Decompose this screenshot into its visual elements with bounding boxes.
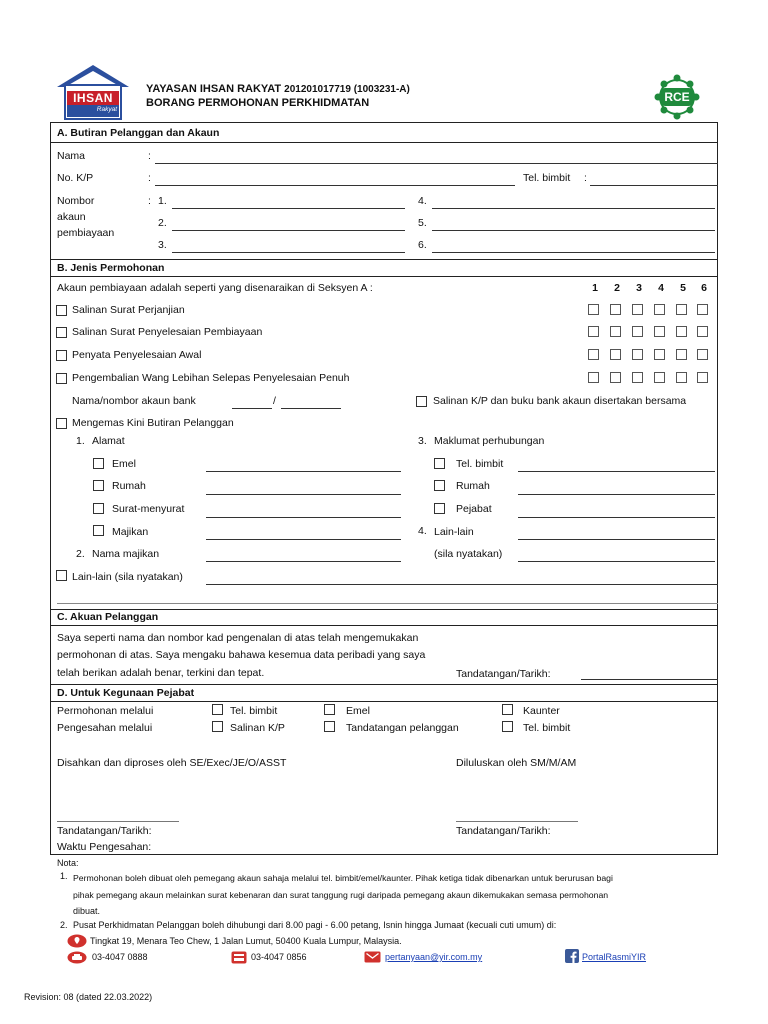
checkbox-item-2[interactable] <box>56 327 67 338</box>
acc-num: 2. <box>158 217 167 229</box>
telbimbit-label: Tel. bimbit <box>523 172 571 184</box>
account-checkbox[interactable] <box>632 349 643 360</box>
ihsan-logo <box>55 63 131 121</box>
account-checkbox[interactable] <box>632 304 643 315</box>
account-checkbox[interactable] <box>676 372 687 383</box>
akuan-sign-label: Tandatangan/Tarikh: <box>456 668 551 680</box>
d-option: Kaunter <box>523 705 560 717</box>
checkbox-bank-copy[interactable] <box>416 396 427 407</box>
divider <box>50 276 718 277</box>
col-number: 1 <box>592 282 598 294</box>
note-1-line-3: dibuat. <box>73 906 101 916</box>
acc-field-4[interactable] <box>432 208 715 209</box>
checkbox-item-1[interactable] <box>56 305 67 316</box>
acc-field-3[interactable] <box>172 252 405 253</box>
account-checkbox[interactable] <box>676 326 687 337</box>
checkbox-item-4[interactable] <box>56 373 67 384</box>
account-checkbox[interactable] <box>610 372 621 383</box>
divider <box>50 684 718 685</box>
phone-icon <box>67 951 87 964</box>
d-option: Tel. bimbit <box>230 705 278 717</box>
maklumat-item: Pejabat <box>456 503 492 515</box>
other-field-1[interactable] <box>206 584 718 585</box>
sila-label: (sila nyatakan) <box>434 548 503 560</box>
sign-field-left[interactable] <box>57 821 179 822</box>
other-field-2[interactable] <box>57 603 718 604</box>
item-label: Pengembalian Wang Lebihan Selepas Penyelesaian Penuh <box>72 372 350 384</box>
d-option: Salinan K/P <box>230 722 285 734</box>
note-1-line-2: pihak pemegang akaun melainkan surat kebenaran dan surat tanggung rugi daripada pemegang akaun dikemukakan semasa permohonan <box>73 890 609 900</box>
checkbox-surat[interactable] <box>93 503 104 514</box>
nama-majikan-field[interactable] <box>206 561 401 562</box>
alamat-item: Surat-menyurat <box>112 503 185 515</box>
col-number: 4 <box>658 282 664 294</box>
account-checkbox[interactable] <box>676 349 687 360</box>
permohonan-label: Permohonan melalui <box>57 705 154 717</box>
location-icon <box>67 934 87 948</box>
account-checkbox[interactable] <box>697 372 708 383</box>
telbimbit-contact-field[interactable] <box>518 471 715 472</box>
lainlain-num: 4. <box>418 525 427 537</box>
item-label: Salinan Surat Penyelesaian Pembiayaan <box>72 326 263 338</box>
checkbox-majikan[interactable] <box>93 525 104 536</box>
acc-field-5[interactable] <box>432 230 715 231</box>
checkbox-d-kaunter[interactable] <box>502 704 513 715</box>
checkbox-d-tandatangan[interactable] <box>324 721 335 732</box>
checkbox-d-telbimbit[interactable] <box>212 704 223 715</box>
account-checkbox[interactable] <box>654 349 665 360</box>
lainlain-field-2[interactable] <box>518 561 715 562</box>
checkbox-rumah-contact[interactable] <box>434 480 445 491</box>
notes-title: Nota: <box>57 858 79 868</box>
sign-field-right[interactable] <box>456 821 578 822</box>
account-checkbox[interactable] <box>654 304 665 315</box>
maklumat-item: Tel. bimbit <box>456 458 504 470</box>
col-number: 5 <box>680 282 686 294</box>
rumah-field[interactable] <box>206 494 401 495</box>
nama-label: Nama <box>57 150 86 162</box>
bank-label: Nama/nombor akaun bank <box>72 395 196 407</box>
surat-field[interactable] <box>206 517 401 518</box>
col-number: 6 <box>701 282 707 294</box>
acc-field-2[interactable] <box>172 230 405 231</box>
lainlain-field-1[interactable] <box>518 539 715 540</box>
waktu-label: Waktu Pengesahan: <box>57 841 152 853</box>
account-checkbox[interactable] <box>632 372 643 383</box>
acc-num: 3. <box>158 239 167 251</box>
other-label: Lain-lain (sila nyatakan) <box>72 571 183 583</box>
account-checkbox[interactable] <box>697 304 708 315</box>
colon: : <box>148 172 151 184</box>
majikan-num: 2. <box>76 548 85 560</box>
account-checkbox[interactable] <box>610 349 621 360</box>
account-checkbox[interactable] <box>588 372 599 383</box>
disahkan-label: Disahkan dan diproses oleh SE/Exec/JE/O/ASST <box>57 757 287 769</box>
emel-field[interactable] <box>206 471 401 472</box>
alamat-num: 1. <box>76 435 85 447</box>
checkbox-other[interactable] <box>56 570 67 581</box>
facebook-link[interactable]: PortalRasmiYIR <box>582 952 647 962</box>
divider <box>50 701 718 702</box>
acc-num: 4. <box>418 195 427 207</box>
account-checkbox[interactable] <box>588 304 599 315</box>
sign-left-label: Tandatangan/Tarikh: <box>57 825 152 837</box>
account-checkbox[interactable] <box>676 304 687 315</box>
account-checkbox[interactable] <box>654 372 665 383</box>
note-1-num: 1. <box>60 871 68 881</box>
note-2-line-1: Pusat Perkhidmatan Pelanggan boleh dihubungi dari 8.00 pagi - 6.00 petang, Isnin hingga Jumaat (kecuali cuti umum) di: <box>73 920 557 930</box>
alamat-item: Rumah <box>112 480 146 492</box>
rce-logo-text: RCE <box>664 90 690 104</box>
update-label: Mengemas Kini Butiran Pelanggan <box>72 417 234 429</box>
acc-field-6[interactable] <box>432 252 715 253</box>
logo-subtext: Rakyat <box>96 106 117 113</box>
org-reg: 201201017719 (1003231-A) <box>284 84 410 95</box>
phone-text: 03-4047 0888 <box>92 952 148 962</box>
col-number: 2 <box>614 282 620 294</box>
pejabat-field[interactable] <box>518 517 715 518</box>
majikan-field[interactable] <box>206 539 401 540</box>
section-c-title: C. Akuan Pelanggan <box>57 611 159 623</box>
checkbox-rumah[interactable] <box>93 480 104 491</box>
telbimbit-field[interactable] <box>590 185 718 186</box>
org-name: YAYASAN IHSAN RAKYAT <box>146 83 282 95</box>
divider <box>50 625 718 626</box>
bank-account-field[interactable] <box>281 408 341 409</box>
divider <box>50 142 718 143</box>
rumah-contact-field[interactable] <box>518 494 715 495</box>
alamat-item: Majikan <box>112 526 149 538</box>
acc-num: 6. <box>418 239 427 251</box>
section-a-title: A. Butiran Pelanggan dan Akaun <box>57 127 220 139</box>
fax-text: 03-4047 0856 <box>251 952 307 962</box>
nama-field[interactable] <box>155 163 718 164</box>
account-checkbox[interactable] <box>588 349 599 360</box>
checkbox-item-3[interactable] <box>56 350 67 361</box>
form-title: BORANG PERMOHONAN PERKHIDMATAN <box>146 97 370 109</box>
divider <box>50 259 718 260</box>
checkbox-telbimbit[interactable] <box>434 458 445 469</box>
item-label: Penyata Penyelesaian Awal <box>72 349 202 361</box>
address-text: Tingkat 19, Menara Teo Chew, 1 Jalan Lumut, 50400 Kuala Lumpur, Malaysia. <box>90 936 402 946</box>
email-link[interactable]: pertanyaan@yir.com.my <box>385 952 483 962</box>
d-option: Emel <box>346 705 370 717</box>
account-checkbox[interactable] <box>588 326 599 337</box>
checkbox-update[interactable] <box>56 418 67 429</box>
acc-num: 1. <box>158 195 167 207</box>
akuan-text-1: Saya seperti nama dan nombor kad pengenalan di atas telah mengemukakan <box>57 632 419 644</box>
account-checkbox[interactable] <box>697 326 708 337</box>
alamat-label: Alamat <box>92 435 125 447</box>
maklumat-item: Rumah <box>456 480 490 492</box>
account-checkbox[interactable] <box>697 349 708 360</box>
nombor-label-1: Nombor <box>57 195 95 207</box>
item-label: Salinan Surat Perjanjian <box>72 304 185 316</box>
note-1-line-1: Permohonan boleh dibuat oleh pemegang akaun sahaja melalui tel. bimbit/emel/kaunter. Pihak ketiga tidak dibenarkan untuk berurusan bagi <box>73 873 613 883</box>
checkbox-pejabat[interactable] <box>434 503 445 514</box>
checkbox-d-salinan[interactable] <box>212 721 223 732</box>
checkbox-d-emel[interactable] <box>324 704 335 715</box>
account-checkbox[interactable] <box>632 326 643 337</box>
account-checkbox[interactable] <box>610 304 621 315</box>
colon: : <box>148 195 151 207</box>
nokp-label: No. K/P <box>57 172 94 184</box>
colon: : <box>148 150 151 162</box>
maklumat-label: Maklumat perhubungan <box>434 435 545 447</box>
maklumat-num: 3. <box>418 435 427 447</box>
d-option: Tandatangan pelanggan <box>346 722 459 734</box>
bank-name-field[interactable] <box>232 408 272 409</box>
account-checkbox[interactable] <box>610 326 621 337</box>
nombor-label-3: pembiayaan <box>57 227 115 239</box>
logo-text: IHSAN <box>73 91 113 105</box>
pengesahan-label: Pengesahan melalui <box>57 722 153 734</box>
email-icon <box>364 951 381 963</box>
nombor-label-2: akaun <box>57 211 86 223</box>
d-option: Tel. bimbit <box>523 722 571 734</box>
facebook-icon <box>565 949 579 963</box>
section-d-title: D. Untuk Kegunaan Pejabat <box>57 687 195 699</box>
bank-copy-label: Salinan K/P dan buku bank akaun disertakan bersama <box>433 395 687 407</box>
org-title <box>146 83 410 95</box>
akuan-text-2: permohonan di atas. Saya mengaku bahawa kesemua data peribadi yang saya <box>57 649 426 661</box>
acc-num: 5. <box>418 217 427 229</box>
alamat-item: Emel <box>112 458 136 470</box>
lainlain-label: Lain-lain <box>434 526 474 538</box>
bank-slash: / <box>273 395 276 407</box>
majikan-label: Nama majikan <box>92 548 160 560</box>
nokp-field[interactable] <box>155 185 515 186</box>
col-number: 3 <box>636 282 642 294</box>
note-2-num: 2. <box>60 920 68 930</box>
section-b-intro: Akaun pembiayaan adalah seperti yang disenaraikan di Seksyen A : <box>57 282 373 294</box>
section-b-title: B. Jenis Permohonan <box>57 262 165 274</box>
fax-icon <box>231 951 247 964</box>
akuan-sign-field[interactable] <box>581 679 718 680</box>
account-checkbox[interactable] <box>654 326 665 337</box>
sign-right-label: Tandatangan/Tarikh: <box>456 825 551 837</box>
checkbox-emel[interactable] <box>93 458 104 469</box>
rce-logo <box>652 74 702 120</box>
divider <box>50 609 718 610</box>
diluluskan-label: Diluluskan oleh SM/M/AM <box>456 757 577 769</box>
colon: : <box>584 172 587 184</box>
akuan-text-3: telah berikan adalah benar, terkini dan tepat. <box>57 667 265 679</box>
form-frame <box>50 122 718 855</box>
acc-field-1[interactable] <box>172 208 405 209</box>
revision-text: Revision: 08 (dated 22.03.2022) <box>24 992 153 1002</box>
checkbox-d-telbimbit-2[interactable] <box>502 721 513 732</box>
